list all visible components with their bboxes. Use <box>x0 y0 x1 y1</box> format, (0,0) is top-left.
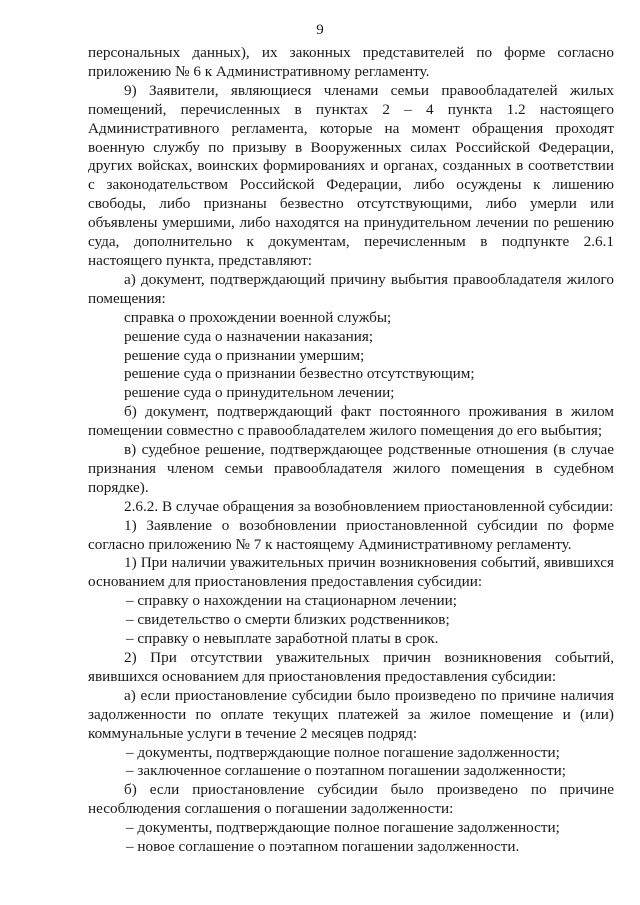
paragraph: б) если приостановление субсидии было произведено по причине несоблюдения соглашения о погашении задолженности: <box>88 781 614 818</box>
list-item: решение суда о назначении наказания; <box>124 327 374 345</box>
page-number: 9 <box>316 22 324 38</box>
paragraph: персональных данных), их законных представителей по форме согласно приложению № 6 к Административному регламенту. <box>88 44 614 80</box>
list-item: – свидетельство о смерти близких родственников; <box>126 611 450 629</box>
paragraph: 9) Заявители, являющиеся членами семьи правообладателей жилых помещений, перечисленных в пунктах 2 – 4 пункта 1.2 настоящего Административного регламента, которые на момент обращения проходят военную службу по призыву в Вооруженных силах Российской Федерации, других войсках, воинских формированиях и органах, созданных в соответствии с законодательством Российской Федерации, либо осуждены к лишению свободы, либо признаны безвестно отсутствующими, либо умерли или объявлены умершими, либо находятся на принудительном лечении по решению суда, дополнительно к документам, перечисленным в подпункте 2.6.1 настоящего пункта, представляют: <box>88 81 614 269</box>
paragraph: а) документ, подтверждающий причину выбытия правообладателя жилого помещения: <box>88 270 614 307</box>
paragraph: 2.6.2. В случае обращения за возобновлением приостановленной субсидии: <box>124 497 614 515</box>
document-body <box>88 44 614 857</box>
list-item: – заключенное соглашение о поэтапном погашении задолженности; <box>126 762 567 780</box>
paragraph: в) судебное решение, подтверждающее родственные отношения (в случае признания членом семьи правообладателя жилого помещения в судебном порядке). <box>88 441 614 496</box>
list-item: решение суда о признании безвестно отсутствующим; <box>124 365 475 383</box>
list-item: – новое соглашение о поэтапном погашении задолженности. <box>126 838 520 856</box>
list-item: – справку о нахождении на стационарном лечении; <box>126 592 457 610</box>
list-item: – документы, подтверждающие полное погашение задолженности; <box>126 819 560 837</box>
paragraph: 2) При отсутствии уважительных причин возникновения событий, явившихся основанием для приостановления предоставления субсидии: <box>88 649 614 685</box>
list-item: справка о прохождении военной службы; <box>124 308 392 326</box>
list-item: решение суда о признании умершим; <box>124 346 365 364</box>
paragraph: 1) Заявление о возобновлении приостановленной субсидии по форме согласно приложению № 7 к настоящему Административному регламенту. <box>88 516 614 553</box>
paragraph: а) если приостановление субсидии было произведено по причине наличия задолженности по оплате текущих платежей за жилое помещение и (или) коммунальные услуги в течение 2 месяцев подряд: <box>88 686 614 742</box>
list-item: – документы, подтверждающие полное погашение задолженности; <box>126 743 560 761</box>
paragraph: б) документ, подтверждающий факт постоянного проживания в жилом помещении совместно с правообладателем жилого помещения до его выбытия; <box>88 403 614 440</box>
list-item: – справку о невыплате заработной платы в срок. <box>126 630 439 648</box>
list-item: решение суда о принудительном лечении; <box>124 384 395 402</box>
paragraph: 1) При наличии уважительных причин возникновения событий, явившихся основанием для приостановления предоставления субсидии: <box>88 554 614 591</box>
